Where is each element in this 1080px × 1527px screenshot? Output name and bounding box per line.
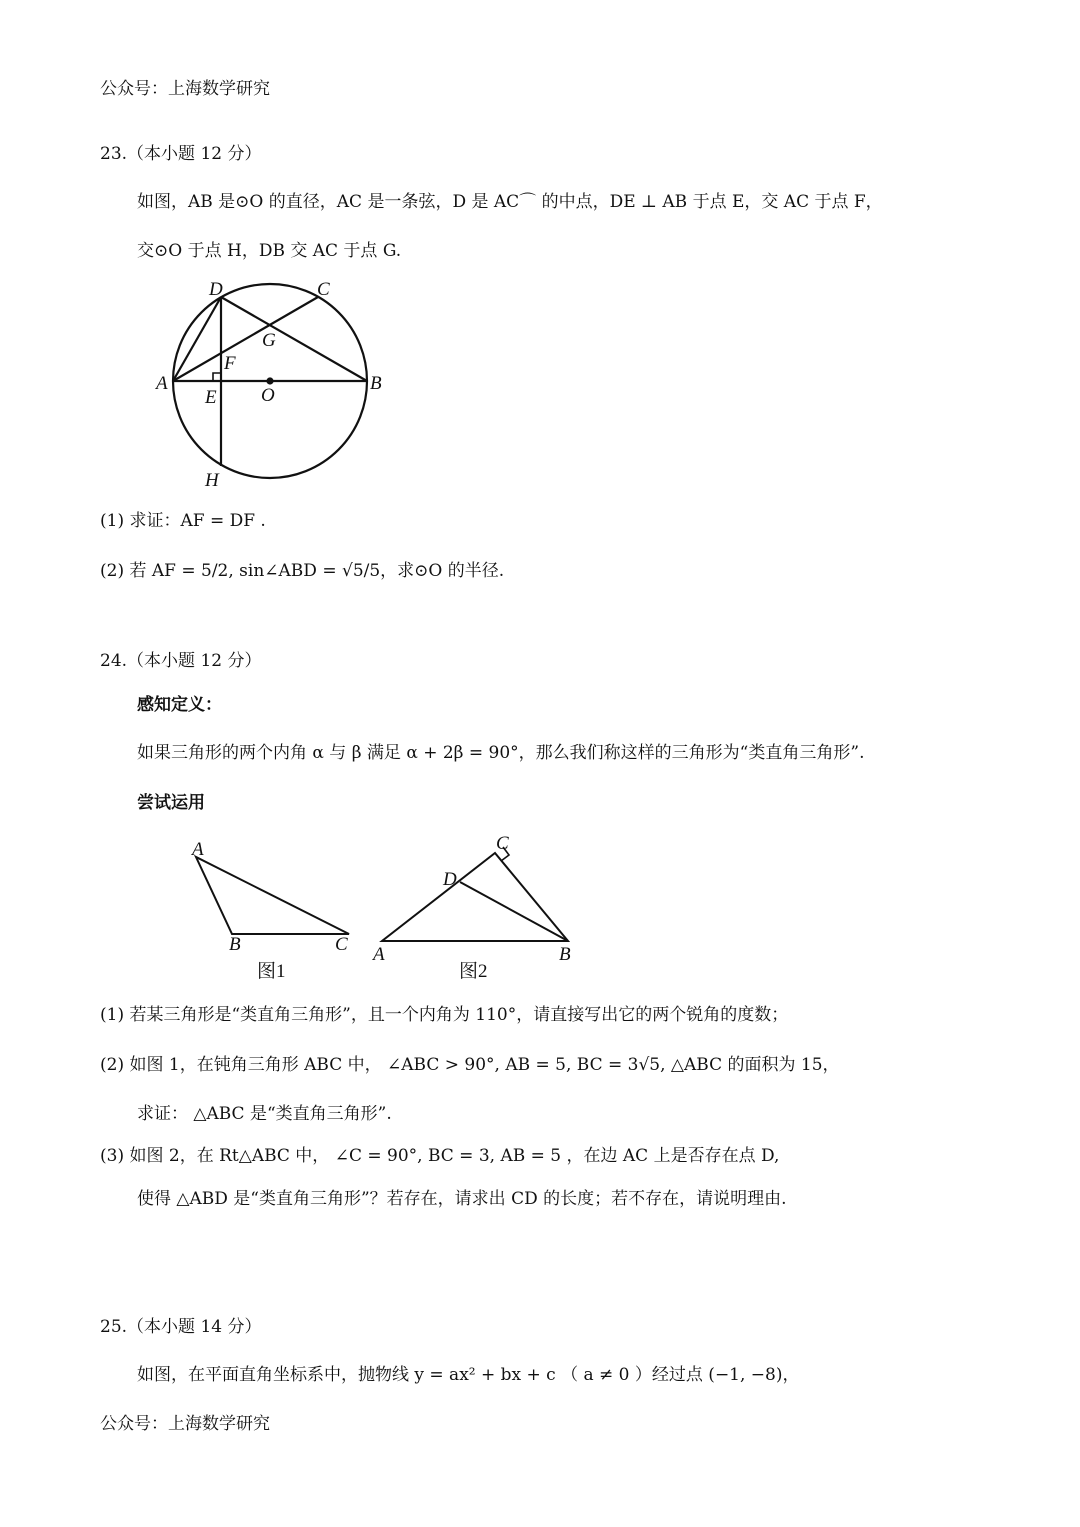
- fig2-label-a: A: [373, 944, 385, 965]
- segment-db: [221, 297, 367, 381]
- label-h: H: [205, 470, 219, 491]
- q24-part1: (1) 若某三角形是“类直角三角形”，且一个内角为 110°，请直接写出它的两个锐角的度数；: [100, 1005, 789, 1025]
- triangle-abc-fig2: [382, 853, 568, 941]
- q24-part2-line1: (2) 如图 1，在钝角三角形 ABC 中， ∠ABC > 90°, AB = 5, BC = 3√5, △ABC 的面积为 15，: [100, 1055, 840, 1075]
- fig2-label-d: D: [443, 869, 457, 890]
- triangle-abc-fig1: [196, 857, 349, 934]
- q24-title: 24.（本小题 12 分）: [100, 651, 262, 671]
- fig1-caption: 图1: [257, 961, 286, 982]
- q25-title: 25.（本小题 14 分）: [100, 1317, 262, 1337]
- label-d: D: [209, 279, 223, 300]
- center-point: [268, 379, 273, 384]
- q24-section-definition: 感知定义：: [137, 695, 222, 715]
- q24-part2-line2: 求证： △ABC 是“类直角三角形”.: [137, 1104, 392, 1124]
- label-e: E: [205, 387, 217, 408]
- label-f: F: [224, 353, 236, 374]
- segment-ac: [173, 297, 318, 381]
- segment-ad: [173, 297, 221, 381]
- segment-bd: [460, 882, 568, 941]
- fig1-label-b: B: [229, 934, 241, 955]
- q25-stem-line1: 如图，在平面直角坐标系中，抛物线 y = ax² + bx + c （ a ≠ 0 ）经过点 (−1, −8)，: [137, 1365, 800, 1385]
- label-c: C: [317, 279, 330, 300]
- label-o: O: [261, 385, 275, 406]
- fig1-label-c: C: [335, 934, 348, 955]
- page-header: 公众号：上海数学研究: [100, 79, 270, 99]
- q23-part2: (2) 若 AF = 5/2, sin∠ABD = √5/5，求⊙O 的半径.: [100, 561, 505, 581]
- fig2-label-b: B: [559, 944, 571, 965]
- fig2-label-c: C: [496, 833, 509, 854]
- label-g: G: [262, 330, 276, 351]
- fig2-caption: 图2: [459, 961, 488, 982]
- q23-stem-line2: 交⊙O 于点 H，DB 交 AC 于点 G.: [137, 241, 402, 261]
- right-angle-mark: [213, 373, 221, 381]
- q24-part3-line2: 使得 △ABD 是“类直角三角形”？若存在，请求出 CD 的长度；若不存在，请说明理由.: [137, 1189, 787, 1209]
- label-b: B: [370, 373, 382, 394]
- q24-section-apply: 尝试运用: [137, 793, 205, 813]
- q23-title: 23.（本小题 12 分）: [100, 144, 262, 164]
- fig1-label-a: A: [192, 839, 204, 860]
- q24-part3-line1: (3) 如图 2，在 Rt△ABC 中， ∠C = 90°, BC = 3, AB = 5 ，在边 AC 上是否存在点 D,: [100, 1146, 780, 1166]
- q23-stem-line1: 如图，AB 是⊙O 的直径，AC 是一条弦，D 是 AC⌒ 的中点，DE ⊥ AB 于点 E，交 AC 于点 F，: [137, 192, 883, 212]
- page-footer: 公众号：上海数学研究: [100, 1414, 270, 1434]
- q23-part1: (1) 求证：AF = DF .: [100, 511, 266, 531]
- q24-definition: 如果三角形的两个内角 α 与 β 满足 α + 2β = 90°，那么我们称这样的三角形为“类直角三角形”.: [137, 743, 865, 763]
- q24-figure-2: [370, 832, 590, 982]
- q23-figure: [150, 276, 410, 496]
- q24-figure-1: [185, 835, 365, 985]
- label-a: A: [156, 373, 168, 394]
